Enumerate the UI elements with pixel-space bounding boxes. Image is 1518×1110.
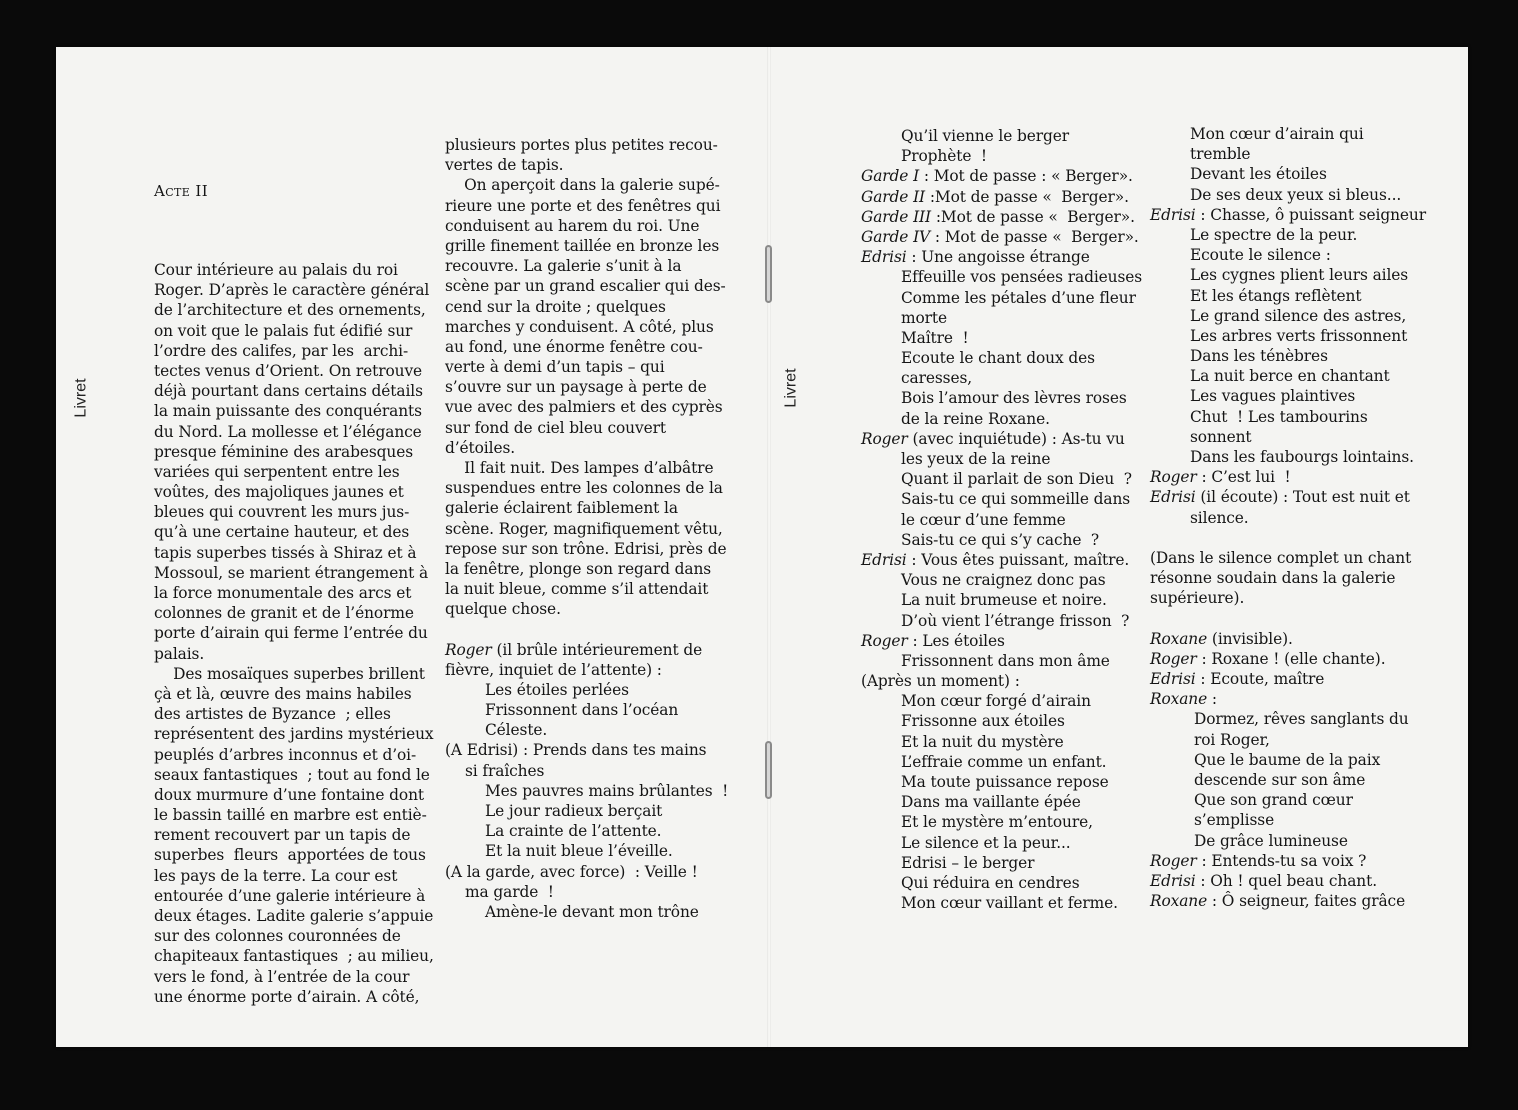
text-line: déjà pourtant dans certains détails: [154, 382, 423, 401]
dialogue-line: [861, 429, 1142, 449]
verse-line: [1150, 286, 1426, 306]
left-page-column-2: [445, 135, 728, 922]
staple-bottom: [765, 741, 772, 799]
line-text: Et les étangs reflètent: [1190, 286, 1362, 305]
dialogue-line: [861, 207, 1142, 227]
speaker-name: Roger: [861, 429, 908, 448]
line-text: Et le mystère m’entoure,: [901, 813, 1093, 832]
verse-line: [861, 267, 1142, 287]
verse-line: [445, 680, 728, 700]
text-line: presque féminine des arabesques: [154, 442, 414, 461]
verse-line: [861, 308, 1142, 328]
line-text: Le grand silence des astres,: [1190, 306, 1407, 325]
dialogue-line: [861, 187, 1142, 207]
text-line: colonnes de granit et de l’énorme: [154, 604, 414, 623]
line-text: Frissonne aux étoiles: [901, 712, 1065, 731]
line-text: Comme les pétales d’une fleur: [901, 288, 1136, 307]
line-text: :Mot de passe « Berger».: [931, 207, 1135, 226]
text-line: çà et là, œuvre des mains habiles: [154, 684, 412, 703]
speaker-name: Edrisi: [1150, 871, 1196, 890]
verse-line: [861, 530, 1142, 550]
text-line: bleues qui couvrent les murs jus-: [154, 503, 410, 522]
verse-line: [861, 126, 1142, 146]
line-text: (Dans le silence complet un chant: [1150, 548, 1412, 567]
line-text: : Ecoute, maître: [1195, 670, 1325, 689]
text-line: repose sur son trône. Edrisi, près de: [445, 539, 727, 558]
text-line: seaux fantastiques ; tout au fond le: [154, 765, 430, 784]
verse-line: [1150, 164, 1426, 184]
verse-line: [1150, 407, 1426, 427]
verse-line: [861, 288, 1142, 308]
verse-line: [861, 449, 1142, 469]
line-text: s’emplisse: [1194, 811, 1275, 830]
speaker-name: Edrisi: [861, 248, 907, 267]
text-line: grille finement taillée en bronze les: [445, 236, 720, 255]
speaker-name: Edrisi: [1150, 670, 1196, 689]
verse-line: [861, 651, 1142, 671]
verse-line: [861, 732, 1142, 752]
text-line: du Nord. La mollesse et l’élégance: [154, 422, 422, 441]
right-page-column-2: [1150, 124, 1426, 911]
verse-line: [1150, 750, 1426, 770]
booklet-spine: [767, 47, 771, 1047]
verse-line: [1150, 508, 1426, 528]
dialogue-line: [445, 640, 728, 660]
line-text: : Une angoisse étrange: [906, 248, 1090, 267]
line-text: Vous ne craignez donc pas: [901, 571, 1106, 590]
text-line: Des mosaïques superbes brillent: [154, 664, 425, 683]
speaker-name: Roxane: [1150, 629, 1208, 648]
dialogue-line: [1150, 669, 1426, 689]
text-line: entourée d’une galerie intérieure à: [154, 886, 426, 905]
dialogue-line: [1150, 689, 1426, 709]
left-side-label: Livret: [72, 378, 90, 418]
verse-line: [1150, 366, 1426, 386]
line-text: (il brûle intérieurement de: [491, 640, 703, 659]
line-text: : Mot de passe : « Berger».: [919, 167, 1133, 186]
line-text: Quant il parlait de son Dieu ?: [901, 470, 1132, 489]
line-text: De ses deux yeux si bleus...: [1190, 185, 1402, 204]
text-line: recouvre. La galerie s’unit à la: [445, 257, 682, 276]
text-line: tectes venus d’Orient. On retrouve: [154, 361, 423, 380]
booklet-spread: [56, 47, 1468, 1047]
verse-line: [861, 146, 1142, 166]
dialogue-line: [1150, 851, 1426, 871]
line-text: les yeux de la reine: [901, 450, 1051, 468]
speaker-name: Garde III: [861, 207, 932, 226]
staple-top: [765, 245, 772, 303]
line-text: Dans les ténèbres: [1190, 347, 1328, 366]
paragraph-gap: [445, 620, 728, 640]
text-line: quelque chose.: [445, 600, 561, 619]
verse-line: [1150, 810, 1426, 830]
line-text: le cœur d’une femme: [901, 510, 1066, 529]
line-text: Le spectre de la peur.: [1190, 225, 1358, 244]
line-text: Dans ma vaillante épée: [901, 793, 1081, 812]
speaker-name: Garde I: [861, 167, 920, 186]
line-text: morte: [901, 308, 948, 327]
verse-line: [445, 700, 728, 720]
line-text: Maître !: [901, 328, 969, 347]
line-text: L’effraie comme un enfant.: [901, 752, 1107, 771]
dialogue-line: [1150, 487, 1426, 507]
dialogue-line: [1150, 467, 1426, 487]
line-text: supérieure).: [1150, 589, 1245, 608]
line-text: Dans les faubourgs lointains.: [1190, 448, 1414, 466]
line-text: Les étoiles perlées: [485, 680, 629, 699]
verse-line: [445, 801, 728, 821]
verse-line: [445, 821, 728, 841]
verse-line: [1150, 609, 1426, 629]
line-text: De grâce lumineuse: [1194, 831, 1348, 850]
verse-line: [445, 882, 728, 902]
line-text: Que le baume de la paix: [1194, 750, 1381, 769]
line-text: Amène-le devant mon trône: [485, 902, 699, 921]
text-line: plusieurs portes plus petites recou-: [445, 136, 718, 154]
line-text: :Mot de passe « Berger».: [925, 187, 1129, 206]
speaker-name: Roger: [445, 640, 492, 659]
dialogue-line: [861, 166, 1142, 186]
line-text: La crainte de l’attente.: [485, 822, 662, 841]
verse-line: [1150, 124, 1426, 144]
text-line: galerie éclairent faiblement la: [445, 499, 678, 518]
line-text: Que son grand cœur: [1194, 791, 1353, 810]
verse-line: [861, 711, 1142, 731]
line-text: Les vagues plaintives: [1190, 387, 1356, 406]
line-text: La nuit brumeuse et noire.: [901, 591, 1107, 610]
verse-line: [1150, 185, 1426, 205]
line-text: Mon cœur vaillant et ferme.: [901, 894, 1118, 913]
text-line: Il fait nuit. Des lampes d’albâtre: [445, 459, 714, 477]
line-text: : Chasse, ô puissant seigneur: [1195, 205, 1426, 224]
text-line: de l’architecture et des ornements,: [154, 301, 426, 320]
line-text: si fraîches: [465, 761, 545, 780]
verse-line: [1150, 528, 1426, 548]
speaker-name: Roger: [861, 631, 908, 650]
verse-line: [861, 611, 1142, 631]
speaker-name: Roxane: [1150, 690, 1208, 709]
line-text: Ecoute le silence :: [1190, 246, 1331, 265]
line-text: Mon cœur d’airain qui: [1190, 125, 1364, 143]
text-line: une énorme porte d’airain. A côté,: [154, 987, 420, 1006]
line-text: : C’est lui !: [1196, 468, 1291, 487]
dialogue-line: [861, 247, 1142, 267]
text-line: vers le fond, à l’entrée de la cour: [154, 967, 410, 986]
text-line: voûtes, des majoliques jaunes et: [154, 483, 404, 502]
text-line: sur des colonnes couronnées de: [154, 927, 401, 946]
verse-line: [861, 893, 1142, 913]
speaker-name: Roger: [1150, 649, 1197, 668]
verse-line: [861, 853, 1142, 873]
verse-line: [861, 792, 1142, 812]
verse-line: [1150, 568, 1426, 588]
verse-line: [1150, 790, 1426, 810]
verse-line: [1150, 326, 1426, 346]
line-text: Qui réduira en cendres: [901, 873, 1080, 892]
text-line: les pays de la terre. La cour est: [154, 866, 398, 885]
line-text: (A Edrisi) : Prends dans tes mains: [445, 741, 707, 760]
left-page-column-1: [154, 141, 434, 1007]
line-text: Les arbres verts frissonnent: [1190, 326, 1408, 345]
line-text: : Oh ! quel beau chant.: [1195, 871, 1377, 890]
right-side-label: Livret: [782, 368, 800, 408]
text-line: Roger. D’après le caractère général: [154, 281, 430, 300]
text-line: vertes de tapis.: [445, 156, 564, 175]
verse-line: [861, 328, 1142, 348]
dialogue-line: [861, 631, 1142, 651]
line-text: Sais-tu ce qui s’y cache ?: [901, 530, 1100, 549]
text-line: scène par un grand escalier qui des-: [445, 277, 726, 296]
verse-line: [445, 720, 728, 740]
line-text: tremble: [1190, 145, 1251, 164]
verse-line: [861, 469, 1142, 489]
act-heading: Acte II: [154, 182, 209, 201]
dialogue-line: [1150, 629, 1426, 649]
speaker-name: Edrisi: [861, 550, 907, 569]
verse-line: [861, 489, 1142, 509]
verse-line: [1150, 225, 1426, 245]
text-line: deux étages. Ladite galerie s’appuie: [154, 907, 434, 926]
text-line: s’ouvre sur un paysage à perte de: [445, 378, 707, 397]
line-text: Mon cœur forgé d’airain: [901, 692, 1091, 711]
dialogue-line: [1150, 871, 1426, 891]
line-text: : Entends-tu sa voix ?: [1196, 851, 1367, 870]
line-text: : Mot de passe « Berger».: [930, 227, 1139, 246]
verse-line: [861, 590, 1142, 610]
verse-line: [861, 752, 1142, 772]
verse-line: [1150, 831, 1426, 851]
verse-line: [1150, 245, 1426, 265]
text-line: Cour intérieure au palais du roi: [154, 261, 398, 280]
line-text: Edrisi – le berger: [901, 853, 1035, 872]
line-text: Céleste.: [485, 721, 548, 740]
speaker-name: Roger: [1150, 468, 1197, 487]
verse-line: [1150, 588, 1426, 608]
line-text: Devant les étoiles: [1190, 165, 1327, 184]
line-text: Le jour radieux berçait: [485, 802, 663, 820]
line-text: Les cygnes plient leurs ailes: [1190, 266, 1409, 285]
line-text: fièvre, inquiet de l’attente) :: [445, 660, 662, 679]
line-text: (A la garde, avec force) : Veille !: [445, 862, 698, 881]
text-line: la force monumentale des arcs et: [154, 584, 412, 603]
text-line: chapiteaux fantastiques ; au milieu,: [154, 947, 434, 966]
line-text: silence.: [1190, 508, 1249, 527]
verse-line: [861, 873, 1142, 893]
right-page-column-1: [861, 126, 1142, 913]
line-text: ma garde !: [465, 882, 554, 901]
verse-line: [861, 772, 1142, 792]
line-text: La nuit berce en chantant: [1190, 367, 1390, 386]
text-line: On aperçoit dans la galerie supé-: [445, 176, 720, 195]
text-line: la nuit bleue, comme s’il attendait: [445, 580, 709, 599]
text-line: rieure une porte et des fenêtres qui: [445, 196, 721, 215]
line-text: Frissonnent dans l’océan: [485, 701, 679, 720]
verse-line: [861, 691, 1142, 711]
line-text: sonnent: [1190, 427, 1252, 446]
verse-line: [861, 510, 1142, 530]
verse-line: [1150, 548, 1426, 568]
line-text: (avec inquiétude) : As-tu vu: [907, 429, 1125, 448]
text-line: d’étoiles.: [445, 438, 516, 457]
line-text: de la reine Roxane.: [901, 409, 1050, 428]
text-line: qu’à une certaine hauteur, et des: [154, 523, 410, 542]
verse-line: [861, 671, 1142, 691]
line-text: Et la nuit du mystère: [901, 732, 1064, 751]
text-line: porte d’airain qui ferme l’entrée du: [154, 624, 428, 643]
text-line: l’ordre des califes, par les archi-: [154, 341, 409, 360]
line-text: Qu’il vienne le berger: [901, 127, 1070, 145]
line-text: : Roxane ! (elle chante).: [1196, 649, 1386, 668]
text-line: la main puissante des conquérants: [154, 402, 422, 421]
text-line: on voit que le palais fut édifié sur: [154, 321, 413, 340]
text-line: doux murmure d’une fontaine dont: [154, 785, 424, 804]
text-line: Mossoul, se marient étrangement à: [154, 563, 429, 582]
text-line: la fenêtre, plonge son regard dans: [445, 559, 712, 578]
text-line: représentent des jardins mystérieux: [154, 725, 434, 744]
line-text: D’où vient l’étrange frisson ?: [901, 611, 1130, 630]
line-text: Frissonnent dans mon âme: [901, 651, 1110, 670]
verse-line: [861, 570, 1142, 590]
dialogue-line: [861, 227, 1142, 247]
verse-line: [861, 812, 1142, 832]
text-line: au fond, une énorme fenêtre cou-: [445, 337, 703, 356]
verse-line: [445, 841, 728, 861]
verse-line: [445, 740, 728, 760]
line-text: Ma toute puissance repose: [901, 773, 1109, 791]
line-text: caresses,: [901, 369, 973, 388]
line-text: résonne soudain dans la galerie: [1150, 569, 1396, 588]
text-line: suspendues entre les colonnes de la: [445, 479, 723, 498]
line-text: Sais-tu ce qui sommeille dans: [901, 490, 1131, 509]
text-line: marches y conduisent. A côté, plus: [445, 317, 714, 336]
verse-line: [1150, 144, 1426, 164]
line-text: descende sur son âme: [1194, 771, 1366, 789]
verse-line: [1150, 427, 1426, 447]
verse-line: [1150, 346, 1426, 366]
verse-line: [1150, 386, 1426, 406]
text-line: variées qui serpentent entre les: [154, 462, 400, 481]
line-text: Prophète !: [901, 147, 988, 166]
line-text: : Ô seigneur, faites grâce: [1207, 892, 1406, 911]
verse-line: [1150, 447, 1426, 467]
verse-line: [445, 862, 728, 882]
speaker-name: Roxane: [1150, 892, 1208, 911]
verse-line: [445, 781, 728, 801]
text-line: rement recouvert par un tapis de: [154, 826, 411, 845]
line-text: roi Roger,: [1194, 730, 1270, 749]
verse-line: [1150, 730, 1426, 750]
verse-line: [445, 660, 728, 680]
verse-line: [1150, 770, 1426, 790]
speaker-name: Garde IV: [861, 227, 931, 246]
line-text: Effeuille vos pensées radieuses: [901, 268, 1143, 287]
text-line: conduisent au harem du roi. Une: [445, 216, 700, 235]
dialogue-line: [861, 550, 1142, 570]
verse-line: [861, 833, 1142, 853]
line-text: (il écoute) : Tout est nuit et: [1195, 488, 1410, 507]
line-text: Le silence et la peur...: [901, 833, 1071, 852]
verse-line: [1150, 265, 1426, 285]
text-line: verte à demi d’un tapis – qui: [445, 358, 665, 377]
line-text: : Les étoiles: [907, 631, 1005, 650]
text-line: des artistes de Byzance ; elles: [154, 705, 391, 724]
text-line: peuplés d’arbres inconnus et d’oi-: [154, 745, 417, 764]
speaker-name: Edrisi: [1150, 488, 1196, 507]
text-line: sur fond de ciel bleu couvert: [445, 418, 666, 437]
speaker-name: Roger: [1150, 851, 1197, 870]
dialogue-line: [1150, 891, 1426, 911]
line-text: : Vous êtes puissant, maître.: [906, 550, 1130, 569]
text-line: le bassin taillé en marbre est entiè-: [154, 806, 427, 825]
line-text: Chut ! Les tambourins: [1190, 407, 1368, 426]
text-line: cend sur la droite ; quelques: [445, 297, 666, 316]
line-text: Et la nuit bleue l’éveille.: [485, 842, 673, 861]
dialogue-line: [1150, 649, 1426, 669]
text-line: vue avec des palmiers et des cyprès: [445, 398, 723, 417]
dialogue-line: [1150, 205, 1426, 225]
text-line: superbes fleurs apportées de tous: [154, 846, 426, 865]
speaker-name: Garde II: [861, 187, 926, 206]
line-text: Dormez, rêves sanglants du: [1194, 710, 1409, 729]
line-text: :: [1207, 690, 1218, 709]
verse-line: [861, 348, 1142, 368]
line-text: (invisible).: [1207, 629, 1293, 648]
line-text: Ecoute le chant doux des: [901, 349, 1095, 368]
verse-line: [1150, 709, 1426, 729]
line-text: Bois l’amour des lèvres roses: [901, 389, 1127, 408]
speaker-name: Edrisi: [1150, 205, 1196, 224]
verse-line: [861, 388, 1142, 408]
text-line: tapis superbes tissés à Shiraz et à: [154, 543, 417, 562]
verse-line: [445, 902, 728, 922]
verse-line: [1150, 306, 1426, 326]
text-line: palais.: [154, 644, 205, 663]
line-text: (Après un moment) :: [861, 672, 1020, 691]
verse-line: [861, 368, 1142, 388]
verse-line: [445, 761, 728, 781]
line-text: Mes pauvres mains brûlantes !: [485, 781, 729, 800]
text-line: scène. Roger, magnifiquement vêtu,: [445, 519, 723, 538]
verse-line: [861, 409, 1142, 429]
